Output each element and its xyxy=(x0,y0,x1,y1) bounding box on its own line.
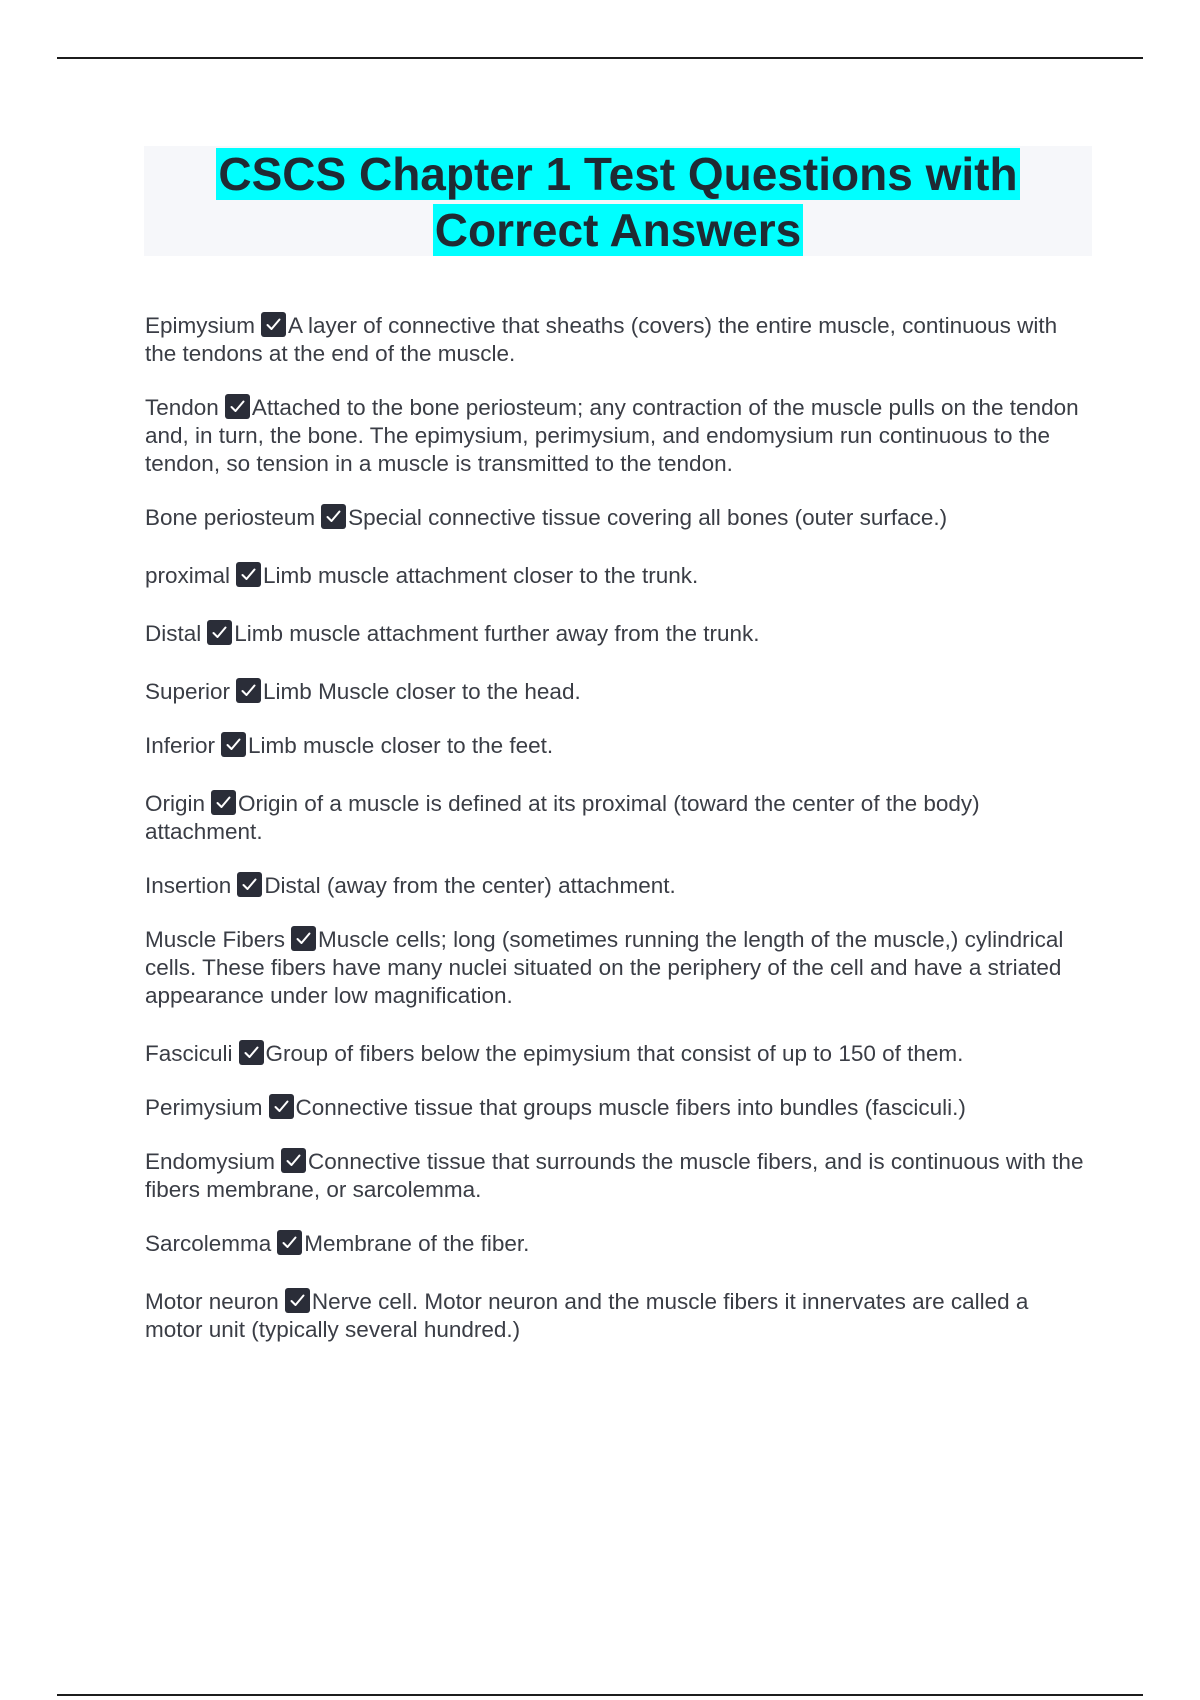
entry-term: Epimysium xyxy=(145,313,256,338)
checkbox-checked-icon xyxy=(236,562,261,587)
flashcard-entry xyxy=(145,620,1090,648)
flashcard-entry xyxy=(145,732,1090,760)
flashcard-entry xyxy=(145,678,1090,706)
entry-term: Inferior xyxy=(145,733,216,758)
checkbox-checked-icon xyxy=(277,1230,302,1255)
checkbox-checked-icon xyxy=(291,926,316,951)
entry-definition: Special connective tissue covering all bones (outer surface.) xyxy=(348,505,948,530)
flashcard-entry xyxy=(145,872,1090,900)
entry-definition: Limb Muscle closer to the head. xyxy=(263,679,581,704)
entry-definition: A layer of connective that sheaths (covers) the entire muscle, continuous with the tendons at the end of the muscle. xyxy=(145,313,1058,366)
entry-term: Superior xyxy=(145,679,231,704)
entry-term: Perimysium xyxy=(145,1095,263,1120)
flashcard-list xyxy=(145,312,1090,1344)
flashcard-entry xyxy=(145,504,1090,532)
entry-term: proximal xyxy=(145,563,231,588)
flashcard-entry xyxy=(145,1230,1090,1258)
flashcard-entry xyxy=(145,1288,1090,1344)
flashcard-entry xyxy=(145,312,1090,368)
flashcard-entry xyxy=(145,926,1090,1010)
entry-definition: Distal (away from the center) attachment. xyxy=(264,873,676,898)
checkbox-checked-icon xyxy=(285,1288,310,1313)
flashcard-entry xyxy=(145,790,1090,846)
entry-definition: Limb muscle attachment closer to the trunk. xyxy=(263,563,699,588)
page-title-line-2: Correct Answers xyxy=(434,204,802,256)
flashcard-entry xyxy=(145,1148,1090,1204)
checkbox-checked-icon xyxy=(225,394,250,419)
checkbox-checked-icon xyxy=(237,872,262,897)
entry-term: Endomysium xyxy=(145,1149,276,1174)
entry-definition: Membrane of the fiber. xyxy=(304,1231,530,1256)
entry-term: Tendon xyxy=(145,395,219,420)
checkbox-checked-icon xyxy=(221,732,246,757)
entry-definition: Connective tissue that surrounds the muscle fibers, and is continuous with the fibers membrane, or sarcolemma. xyxy=(145,1149,1084,1202)
entry-term: Motor neuron xyxy=(145,1289,279,1314)
top-rule xyxy=(57,57,1143,59)
entry-definition: Limb muscle closer to the feet. xyxy=(248,733,554,758)
entry-term: Insertion xyxy=(145,873,232,898)
flashcard-entry xyxy=(145,1094,1090,1122)
entry-definition: Attached to the bone periosteum; any contraction of the muscle pulls on the tendon and, in turn, the bone. The epimysium, perimysium, and endomysium run continuous to the tendon, so tension in a muscle is transmitted to the tendon. xyxy=(145,395,1079,476)
checkbox-checked-icon xyxy=(321,504,346,529)
flashcard-entry xyxy=(145,562,1090,590)
entry-definition: Nerve cell. Motor neuron and the muscle fibers it innervates are called a motor unit (typically several hundred.) xyxy=(145,1289,1029,1342)
checkbox-checked-icon xyxy=(236,678,261,703)
entry-term: Fasciculi xyxy=(145,1041,233,1066)
entry-term: Sarcolemma xyxy=(145,1231,272,1256)
entry-definition: Limb muscle attachment further away from the trunk. xyxy=(234,621,760,646)
entry-term: Origin xyxy=(145,791,206,816)
checkbox-checked-icon xyxy=(281,1148,306,1173)
entry-term: Distal xyxy=(145,621,202,646)
checkbox-checked-icon xyxy=(261,312,286,337)
entry-term: Bone periosteum xyxy=(145,505,316,530)
entry-definition: Connective tissue that groups muscle fibers into bundles (fasciculi.) xyxy=(295,1095,966,1120)
flashcard-entry xyxy=(145,394,1090,478)
checkbox-checked-icon xyxy=(207,620,232,645)
entry-definition: Origin of a muscle is defined at its proximal (toward the center of the body) attachment. xyxy=(145,791,980,844)
checkbox-checked-icon xyxy=(269,1094,294,1119)
flashcard-entry xyxy=(145,1040,1090,1068)
title-block xyxy=(144,146,1092,256)
entry-term: Muscle Fibers xyxy=(145,927,286,952)
entry-definition: Group of fibers below the epimysium that consist of up to 150 of them. xyxy=(265,1041,964,1066)
entry-definition: Muscle cells; long (sometimes running the length of the muscle,) cylindrical cells. These fibers have many nuclei situated on the periphery of the cell and have a striated appearance under low magnification. xyxy=(145,927,1064,1008)
checkbox-checked-icon xyxy=(211,790,236,815)
checkbox-checked-icon xyxy=(239,1040,264,1065)
bottom-rule xyxy=(57,1694,1143,1696)
page-title-line-1: CSCS Chapter 1 Test Questions with xyxy=(218,148,1018,200)
